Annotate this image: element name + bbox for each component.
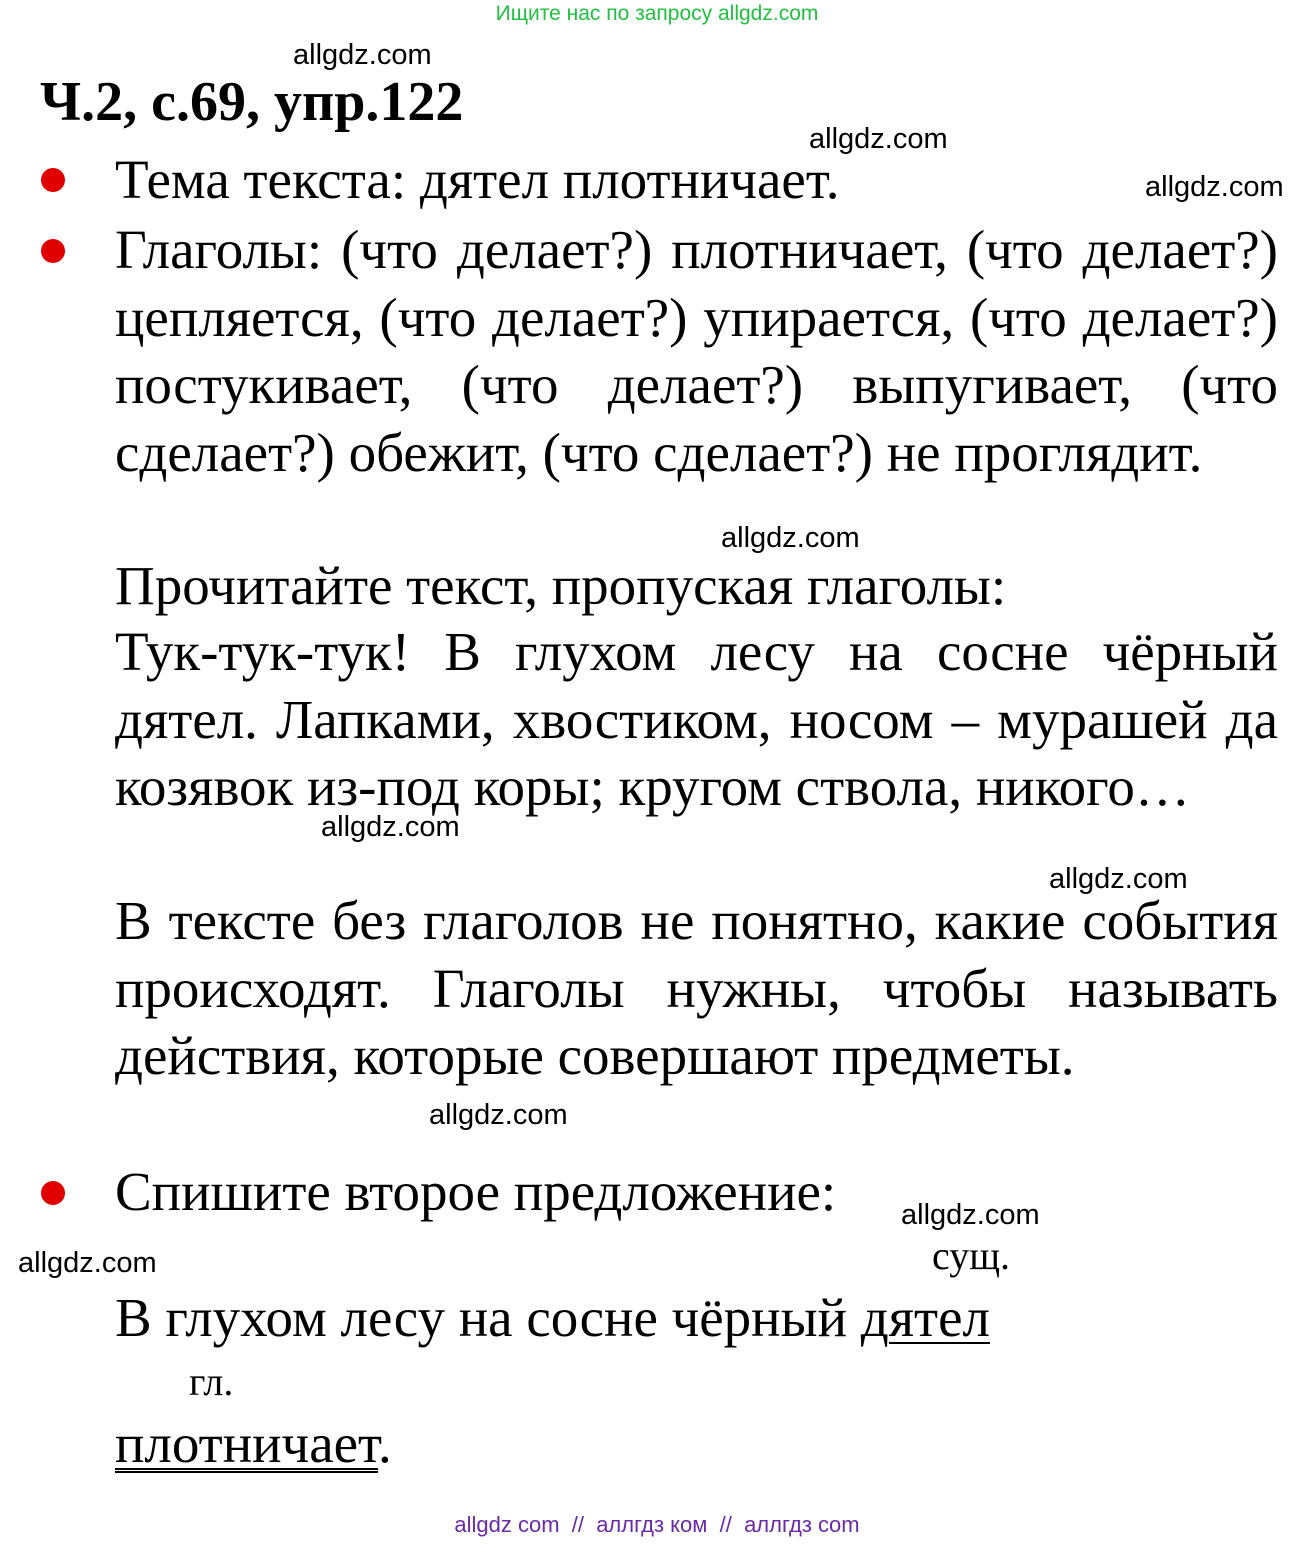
watermark: allgdz.com — [293, 39, 432, 71]
top-banner[interactable]: Ищите нас по запросу allgdz.com — [495, 2, 819, 25]
theme-paragraph: Тема текста: дятел плотничает. — [115, 149, 840, 210]
sentence-line-2 — [115, 1413, 392, 1474]
footer-links[interactable]: allgdz com // аллгдз ком // аллгдз com — [454, 1512, 860, 1537]
page-title: Ч.2, с.69, упр.122 — [40, 71, 464, 133]
watermark: allgdz.com — [321, 811, 460, 843]
text-without-verbs: Тук-тук-тук! В глухом лесу на сосне чёрный дятел. Лапками, хвостиком, носом – мурашей да козявок из-под коры; кругом ствола, никого… — [115, 621, 1278, 817]
read-instruction: Прочитайте текст, пропуская глаголы: — [115, 555, 1007, 616]
copy-instruction: Спишите второе предложение: — [115, 1161, 837, 1222]
verbs-paragraph: Глаголы: (что делает?) плотничает, (что делает?) цепляется, (что делает?) упирается, (что делает?) постукивает, (что делает?) выпугивает, (что сделает?) обежит, (что сделает?) не проглядит. — [115, 219, 1278, 483]
bullet-dot — [41, 1181, 65, 1205]
watermark: allgdz.com — [721, 522, 860, 554]
subject-word: дятел — [860, 1287, 990, 1348]
predicate-label: гл. — [189, 1359, 234, 1404]
watermark: allgdz.com — [429, 1099, 568, 1131]
sentence-end: . — [377, 1413, 392, 1474]
watermark: allgdz.com — [809, 123, 948, 155]
sentence-start: В глухом лесу на сосне чёрный — [115, 1287, 861, 1348]
watermark: allgdz.com — [901, 1199, 1040, 1231]
watermark: allgdz.com — [1049, 863, 1188, 895]
subject-label: сущ. — [932, 1233, 1011, 1278]
sentence-line-1 — [115, 1287, 990, 1348]
watermark: allgdz.com — [1145, 171, 1284, 203]
predicate-word: плотничает — [115, 1413, 378, 1474]
bullet-dot — [41, 239, 65, 263]
bullet-dot — [41, 168, 65, 192]
conclusion-paragraph: В тексте без глаголов не понятно, какие события происходят. Глаголы нужны, чтобы называть действия, которые совершают предметы. — [115, 890, 1278, 1086]
watermark: allgdz.com — [18, 1247, 157, 1279]
